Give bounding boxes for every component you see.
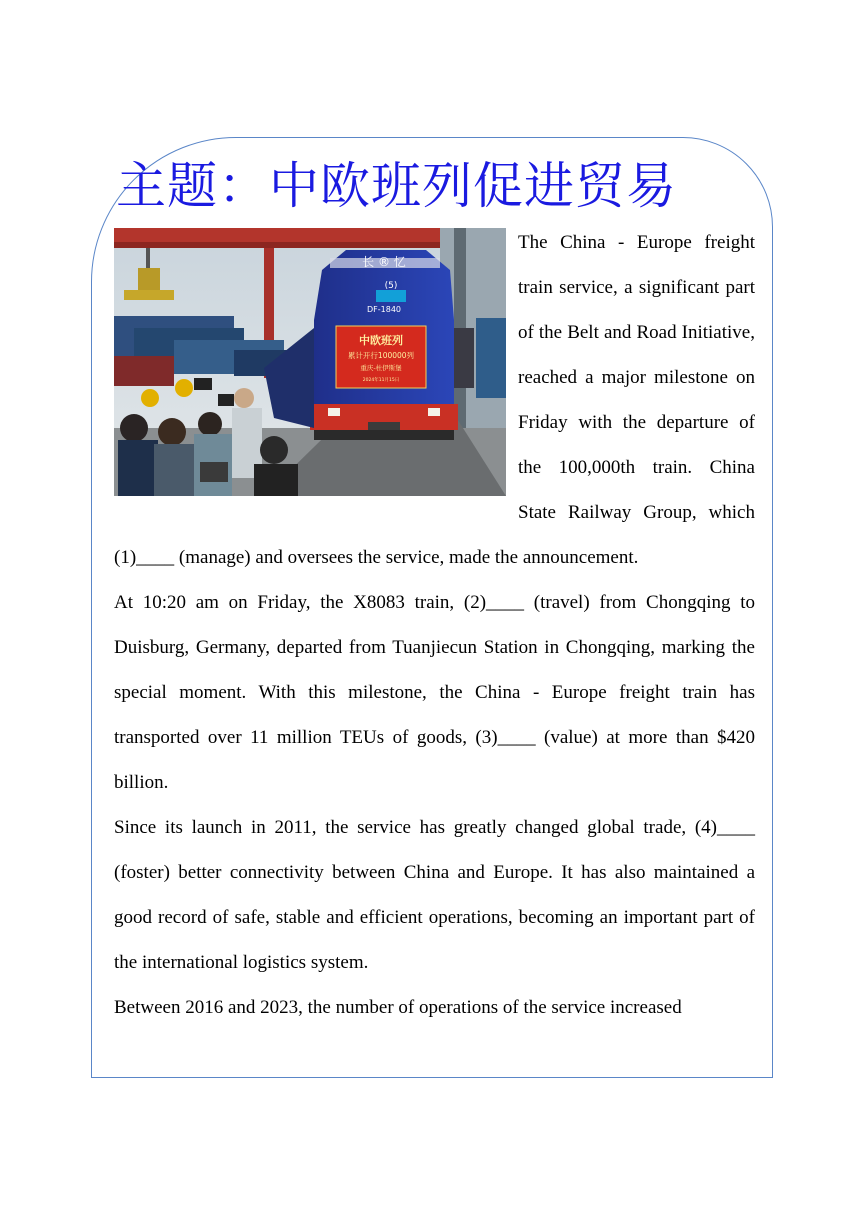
paragraph-4: Between 2016 and 2023, the number of operations of the service increased xyxy=(114,997,682,1018)
banner-route: 重庆-杜伊斯堡 xyxy=(360,364,402,372)
paragraph-1: The China - Europe freight train service, a significant part of the Belt and Road Initiative, reached a major milestone on Friday with the departure of the 100,000th train. China State Railway Group, which (1)____ (manage) and oversees the service, made the announcement. xyxy=(114,232,755,568)
banner-date: 2024年11月15日 xyxy=(362,378,400,383)
paragraph-3: Since its launch in 2011, the service has greatly changed global trade, (4)____ (foster) better connectivity between China and Europe. It has also maintained a good record of safe, stable and efficient operations, becoming an important part of the international logistics system. xyxy=(114,817,755,973)
photo-spacer xyxy=(114,220,518,503)
cab-number: (5) xyxy=(384,281,398,291)
page-title: 主题：中欧班列促进贸易 xyxy=(116,157,677,215)
loco-id: DF-1840 xyxy=(366,305,402,314)
banner-count: 累计开行100000列 xyxy=(347,351,415,360)
banner-title: 中欧班列 xyxy=(359,334,403,347)
article-body xyxy=(114,220,755,1030)
paragraph-2: At 10:20 am on Friday, the X8083 train, (2)____ (travel) from Chongqing to Duisburg, Germany, departed from Tuanjiecun Station in Chongqing, marking the special moment. With this milestone, the China - Europe freight train has transported over 11 million TEUs of goods, (3)____ (value) at more than $420 billion. xyxy=(114,592,755,793)
cab-characters: 长 ® 忆 xyxy=(362,255,406,269)
